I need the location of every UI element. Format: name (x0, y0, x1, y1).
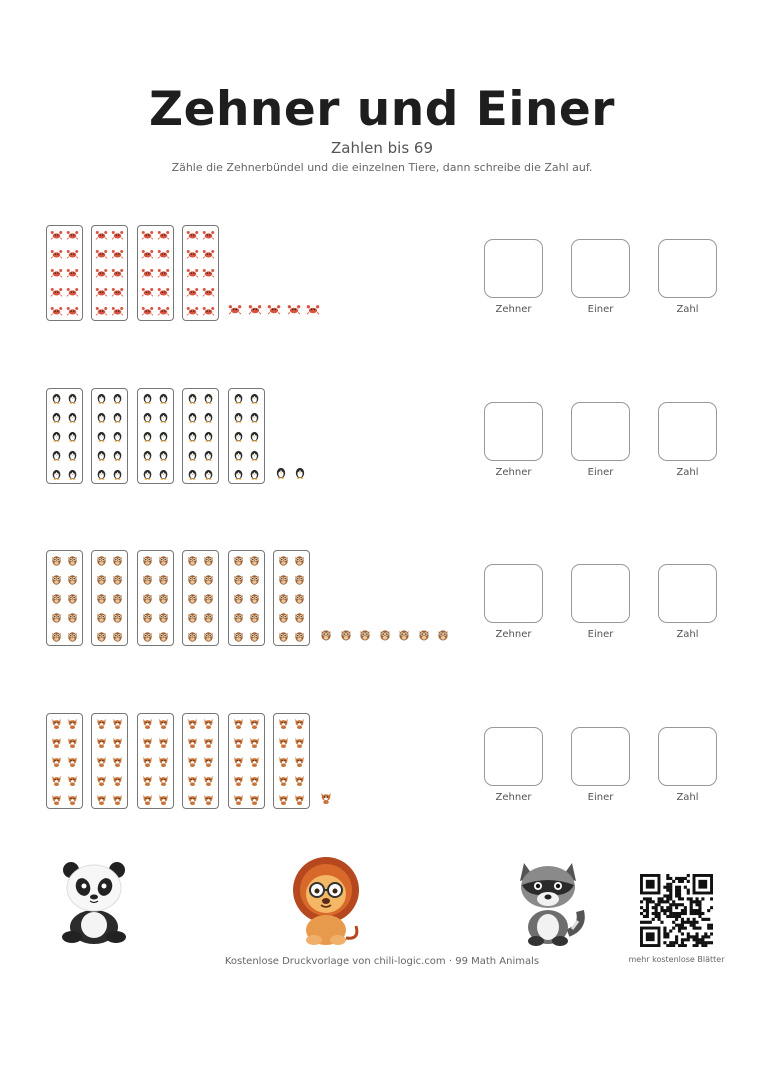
ten-bundle (46, 388, 83, 484)
tens-answer-box[interactable] (484, 402, 543, 461)
owl-icon (277, 574, 290, 585)
instruction-text: Zähle die Zehnerbündel und die einzelnen Tiere, dann schreibe die Zahl auf. (171, 161, 593, 174)
penguin-icon (186, 412, 199, 423)
fox-icon (50, 775, 63, 786)
crab-icon (50, 287, 63, 298)
owl-icon (111, 574, 124, 585)
owl-icon (111, 631, 124, 642)
owl-icon (319, 629, 333, 641)
crab-icon (157, 249, 170, 260)
penguin-icon (186, 450, 199, 461)
penguin-icon (248, 469, 261, 480)
penguin-icon (141, 450, 154, 461)
ten-bundle (91, 225, 128, 321)
ten-bundle (273, 550, 310, 646)
crab-icon (50, 268, 63, 279)
penguin-icon (50, 450, 63, 461)
owl-icon (202, 631, 215, 642)
owl-icon (339, 629, 353, 641)
crab-icon (186, 287, 199, 298)
fox-icon (202, 794, 215, 805)
owl-icon (277, 555, 290, 566)
ten-bundle (228, 713, 265, 809)
crab-icon (50, 230, 63, 241)
penguin-icon (274, 467, 288, 479)
exercise-1 (0, 225, 764, 335)
crab-icon (111, 306, 124, 317)
ones-label: Einer (587, 304, 614, 315)
crab-icon (202, 249, 215, 260)
fox-icon (50, 756, 63, 767)
crab-icon (66, 287, 79, 298)
penguin-icon (66, 450, 79, 461)
crab-icon (95, 306, 108, 317)
owl-icon (111, 593, 124, 604)
penguin-icon (232, 450, 245, 461)
penguin-icon (50, 393, 63, 404)
penguin-icon (66, 431, 79, 442)
crab-icon (141, 268, 154, 279)
crab-icon (202, 230, 215, 241)
crab-icon (202, 306, 215, 317)
penguin-icon (202, 393, 215, 404)
owl-icon (186, 574, 199, 585)
raccoon-icon (510, 855, 586, 947)
fox-icon (293, 718, 306, 729)
owl-icon (50, 612, 63, 623)
ten-bundle (182, 225, 219, 321)
penguin-icon (202, 431, 215, 442)
owl-icon (358, 629, 372, 641)
penguin-icon (157, 469, 170, 480)
penguin-icon (95, 393, 108, 404)
crab-icon (66, 268, 79, 279)
owl-icon (248, 631, 261, 642)
owl-icon (66, 555, 79, 566)
fox-icon (232, 775, 245, 786)
owl-icon (50, 574, 63, 585)
penguin-icon (111, 450, 124, 461)
crab-icon (186, 268, 199, 279)
ten-bundle (137, 388, 174, 484)
fox-icon (186, 794, 199, 805)
ten-bundle (182, 550, 219, 646)
ten-bundle (91, 388, 128, 484)
crab-icon (50, 249, 63, 260)
fox-icon (66, 775, 79, 786)
ten-bundle (182, 713, 219, 809)
penguin-icon (186, 431, 199, 442)
penguin-icon (141, 393, 154, 404)
owl-icon (157, 574, 170, 585)
crab-icon (202, 268, 215, 279)
penguin-icon (248, 412, 261, 423)
owl-icon (436, 629, 450, 641)
number-label: Zahl (676, 629, 699, 640)
owl-icon (95, 555, 108, 566)
owl-icon (95, 593, 108, 604)
penguin-icon (232, 412, 245, 423)
fox-icon (95, 737, 108, 748)
crab-icon (95, 268, 108, 279)
penguin-icon (232, 393, 245, 404)
owl-icon (66, 612, 79, 623)
penguin-icon (186, 393, 199, 404)
penguin-icon (95, 431, 108, 442)
fox-icon (111, 756, 124, 767)
fox-icon (157, 794, 170, 805)
number-label: Zahl (676, 792, 699, 803)
ones-answer-box[interactable] (571, 727, 630, 786)
fox-icon (202, 775, 215, 786)
crab-icon (111, 287, 124, 298)
owl-icon (232, 574, 245, 585)
fox-icon (141, 737, 154, 748)
penguin-icon (111, 412, 124, 423)
owl-icon (186, 555, 199, 566)
owl-icon (186, 593, 199, 604)
fox-icon (293, 775, 306, 786)
owl-icon (277, 593, 290, 604)
fox-icon (232, 718, 245, 729)
fox-icon (186, 718, 199, 729)
owl-icon (293, 574, 306, 585)
fox-icon (319, 792, 333, 804)
owl-icon (95, 612, 108, 623)
crab-icon (186, 249, 199, 260)
fox-icon (111, 794, 124, 805)
penguin-icon (66, 469, 79, 480)
owl-icon (232, 593, 245, 604)
tens-answer-box[interactable] (484, 564, 543, 623)
fox-icon (248, 718, 261, 729)
crab-icon (202, 287, 215, 298)
footer-credit: Kostenlose Druckvorlage von chili-logic.com · 99 Math Animals (224, 956, 540, 967)
fox-icon (186, 756, 199, 767)
owl-icon (186, 612, 199, 623)
fox-icon (248, 737, 261, 748)
owl-icon (66, 631, 79, 642)
tens-label: Zehner (495, 629, 532, 640)
lion-icon (284, 854, 368, 946)
penguin-icon (202, 412, 215, 423)
owl-icon (157, 631, 170, 642)
ten-bundle (46, 713, 83, 809)
fox-icon (232, 737, 245, 748)
ten-bundle (46, 225, 83, 321)
fox-icon (202, 756, 215, 767)
number-answer-box[interactable] (658, 402, 717, 461)
penguin-icon (141, 412, 154, 423)
owl-icon (50, 631, 63, 642)
penguin-icon (248, 431, 261, 442)
fox-icon (157, 775, 170, 786)
exercise-2 (0, 388, 764, 498)
fox-icon (277, 775, 290, 786)
fox-icon (157, 718, 170, 729)
owl-icon (202, 593, 215, 604)
owl-icon (248, 574, 261, 585)
fox-icon (277, 756, 290, 767)
fox-icon (157, 737, 170, 748)
fox-icon (111, 718, 124, 729)
crab-icon (95, 249, 108, 260)
owl-icon (95, 574, 108, 585)
fox-icon (50, 737, 63, 748)
crab-icon (66, 230, 79, 241)
number-label: Zahl (676, 467, 699, 478)
owl-icon (277, 631, 290, 642)
fox-icon (248, 794, 261, 805)
owl-icon (293, 612, 306, 623)
fox-icon (141, 756, 154, 767)
fox-icon (95, 775, 108, 786)
owl-icon (66, 574, 79, 585)
ten-bundle (273, 713, 310, 809)
owl-icon (50, 593, 63, 604)
owl-icon (141, 612, 154, 623)
ten-bundle (91, 713, 128, 809)
owl-icon (417, 629, 431, 641)
owl-icon (141, 574, 154, 585)
crab-icon (141, 306, 154, 317)
ones-answer-box[interactable] (571, 564, 630, 623)
ten-bundle (46, 550, 83, 646)
number-answer-box[interactable] (658, 564, 717, 623)
penguin-icon (157, 450, 170, 461)
ones-label: Einer (587, 467, 614, 478)
crab-icon (66, 249, 79, 260)
fox-icon (66, 756, 79, 767)
owl-icon (202, 555, 215, 566)
fox-icon (50, 794, 63, 805)
penguin-icon (50, 469, 63, 480)
fox-icon (186, 737, 199, 748)
panda-icon (56, 855, 132, 945)
penguin-icon (111, 393, 124, 404)
tens-answer-box[interactable] (484, 239, 543, 298)
owl-icon (202, 612, 215, 623)
fox-icon (293, 756, 306, 767)
ones-label: Einer (587, 792, 614, 803)
owl-icon (141, 631, 154, 642)
penguin-icon (232, 431, 245, 442)
penguin-icon (293, 467, 307, 479)
penguin-icon (50, 431, 63, 442)
fox-icon (202, 718, 215, 729)
ten-bundle (91, 550, 128, 646)
owl-icon (248, 593, 261, 604)
crab-icon (287, 304, 301, 316)
penguin-icon (95, 412, 108, 423)
ten-bundle (228, 388, 265, 484)
owl-icon (293, 631, 306, 642)
number-answer-box[interactable] (658, 239, 717, 298)
owl-icon (111, 555, 124, 566)
fox-icon (66, 737, 79, 748)
fox-icon (232, 794, 245, 805)
fox-icon (248, 775, 261, 786)
crab-icon (186, 230, 199, 241)
fox-icon (248, 756, 261, 767)
penguin-icon (50, 412, 63, 423)
owl-icon (141, 555, 154, 566)
crab-icon (157, 268, 170, 279)
ten-bundle (137, 550, 174, 646)
crab-icon (248, 304, 262, 316)
number-label: Zahl (676, 304, 699, 315)
fox-icon (186, 775, 199, 786)
fox-icon (95, 756, 108, 767)
ten-bundle (137, 713, 174, 809)
crab-icon (66, 306, 79, 317)
exercise-3 (0, 550, 764, 660)
fox-icon (66, 718, 79, 729)
penguin-icon (248, 393, 261, 404)
fox-icon (111, 737, 124, 748)
ten-bundle (137, 225, 174, 321)
crab-icon (95, 230, 108, 241)
owl-icon (141, 593, 154, 604)
ten-bundle (182, 388, 219, 484)
qr-caption: mehr kostenlose Blätter (628, 955, 725, 964)
owl-icon (232, 612, 245, 623)
fox-icon (232, 756, 245, 767)
owl-icon (66, 593, 79, 604)
fox-icon (277, 794, 290, 805)
fox-icon (95, 718, 108, 729)
crab-icon (50, 306, 63, 317)
crab-icon (111, 249, 124, 260)
owl-icon (293, 593, 306, 604)
fox-icon (66, 794, 79, 805)
penguin-icon (111, 469, 124, 480)
tens-answer-box[interactable] (484, 727, 543, 786)
ones-label: Einer (587, 629, 614, 640)
fox-icon (277, 737, 290, 748)
crab-icon (111, 230, 124, 241)
owl-icon (397, 629, 411, 641)
penguin-icon (111, 431, 124, 442)
fox-icon (141, 775, 154, 786)
owl-icon (248, 612, 261, 623)
ones-answer-box[interactable] (571, 402, 630, 461)
penguin-icon (66, 393, 79, 404)
ten-bundle (228, 550, 265, 646)
penguin-icon (141, 431, 154, 442)
fox-icon (293, 794, 306, 805)
tens-label: Zehner (495, 792, 532, 803)
penguin-icon (186, 469, 199, 480)
penguin-icon (157, 412, 170, 423)
crab-icon (111, 268, 124, 279)
fox-icon (50, 718, 63, 729)
fox-icon (157, 756, 170, 767)
tens-label: Zehner (495, 467, 532, 478)
crab-icon (141, 287, 154, 298)
qr-code (640, 874, 713, 947)
owl-icon (277, 612, 290, 623)
penguin-icon (157, 393, 170, 404)
penguin-icon (248, 450, 261, 461)
penguin-icon (157, 431, 170, 442)
fox-icon (202, 737, 215, 748)
penguin-icon (66, 412, 79, 423)
crab-icon (157, 287, 170, 298)
crab-icon (95, 287, 108, 298)
owl-icon (293, 555, 306, 566)
owl-icon (248, 555, 261, 566)
crab-icon (228, 304, 242, 316)
page-title: Zehner und Einer (149, 82, 615, 137)
owl-icon (232, 631, 245, 642)
crab-icon (157, 306, 170, 317)
fox-icon (293, 737, 306, 748)
crab-icon (186, 306, 199, 317)
fox-icon (111, 775, 124, 786)
crab-icon (157, 230, 170, 241)
owl-icon (50, 555, 63, 566)
owl-icon (378, 629, 392, 641)
penguin-icon (141, 469, 154, 480)
owl-icon (186, 631, 199, 642)
page-subtitle: Zahlen bis 69 (330, 139, 433, 157)
penguin-icon (202, 450, 215, 461)
tens-label: Zehner (495, 304, 532, 315)
owl-icon (232, 555, 245, 566)
exercise-4 (0, 713, 764, 823)
crab-icon (306, 304, 320, 316)
ones-answer-box[interactable] (571, 239, 630, 298)
owl-icon (157, 612, 170, 623)
penguin-icon (95, 469, 108, 480)
owl-icon (95, 631, 108, 642)
fox-icon (277, 718, 290, 729)
crab-icon (141, 249, 154, 260)
owl-icon (111, 612, 124, 623)
owl-icon (202, 574, 215, 585)
fox-icon (141, 718, 154, 729)
number-answer-box[interactable] (658, 727, 717, 786)
owl-icon (157, 555, 170, 566)
owl-icon (157, 593, 170, 604)
penguin-icon (202, 469, 215, 480)
crab-icon (141, 230, 154, 241)
crab-icon (267, 304, 281, 316)
fox-icon (95, 794, 108, 805)
penguin-icon (95, 450, 108, 461)
penguin-icon (232, 469, 245, 480)
fox-icon (141, 794, 154, 805)
